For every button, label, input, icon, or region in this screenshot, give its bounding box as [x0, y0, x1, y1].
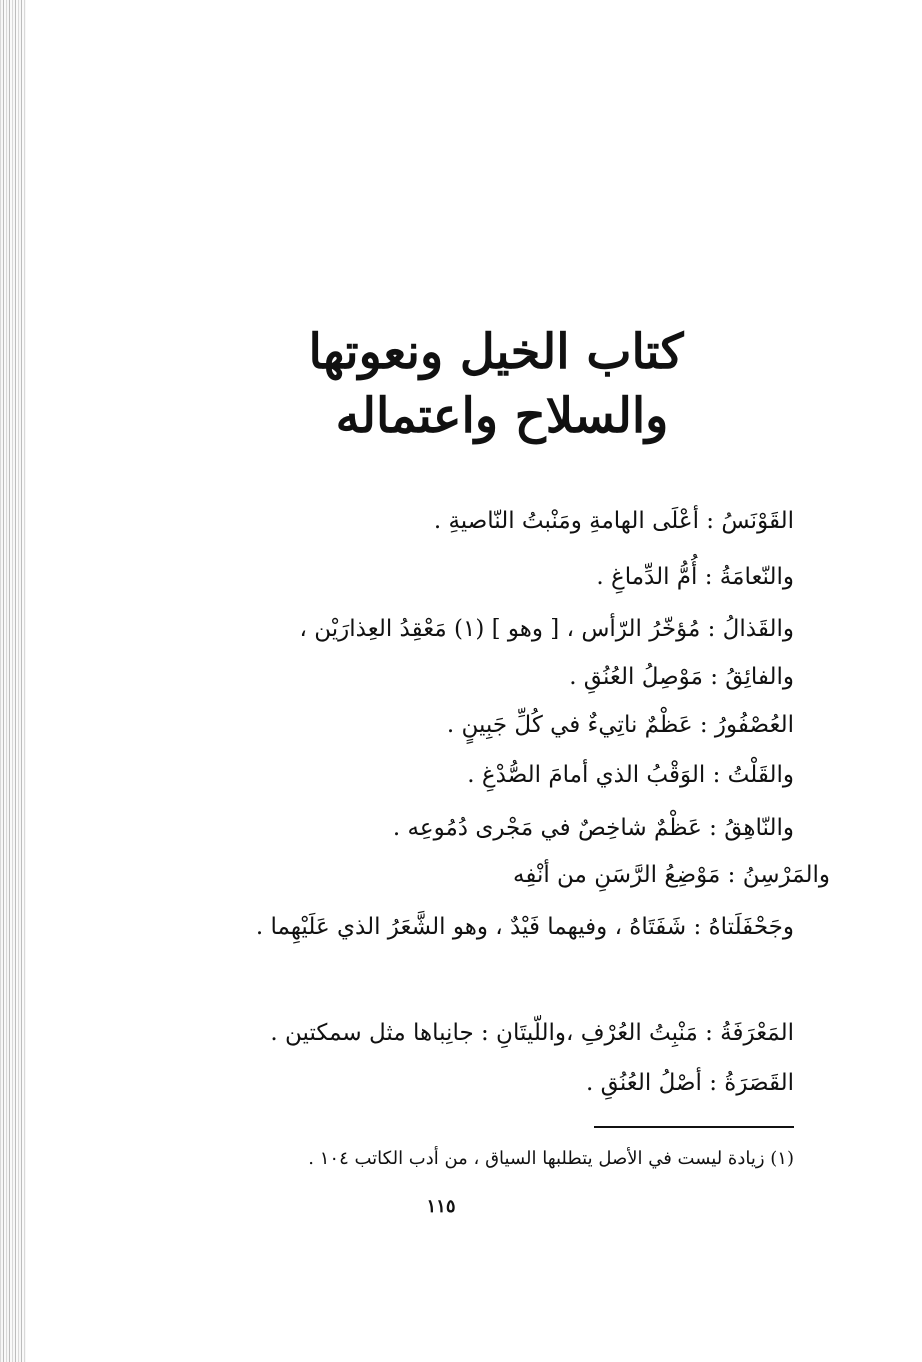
entry-jahfala: وجَحْفَلَتاهُ : شَفَتَاهُ ، وفيهما فَيْدٌ ، وهو الشَّعَرُ الذي عَلَيْهِما . — [255, 914, 794, 940]
chapter-title-line-1: كتاب الخيل ونعوتها — [308, 324, 684, 380]
entry-usfur: العُصْفُورُ : عَظْمٌ ناتِيءٌ في كُلِّ جَبِينٍ . — [446, 712, 794, 738]
entry-faiq: والفائِقُ : مَوْصِلُ العُنُقِ . — [569, 664, 794, 690]
entry-qalt: والقَلْتُ : الوَقْبُ الذي أمامَ الصُّدْغِ . — [467, 762, 794, 788]
entry-marsin: والمَرْسِنُ : مَوْضِعُ الرَّسَنِ من أنْفِه — [512, 862, 830, 888]
entry-qadhal: والقَذالُ : مُؤخّرُ الرّأس ، [ وهو ] (١) مَعْقِدُ العِذارَيْن ، — [299, 616, 794, 642]
entry-qasara: القَصَرَةُ : أصْلُ العُنُقِ . — [586, 1070, 794, 1096]
footnote-separator — [594, 1126, 794, 1128]
entry-qawnas: القَوْنَسُ : أعْلَى الهامةِ ومَنْبتُ النّاصيةِ . — [433, 508, 794, 534]
entry-nahiq: والنّاهِقُ : عَظْمٌ شاخِصٌ في مَجْرى دُمُوعِه . — [392, 815, 794, 841]
chapter-title-line-2: والسلاح واعتماله — [335, 388, 669, 444]
footnote: (١) زيادة ليست في الأصل يتطلبها السياق ، من أدب الكاتب ١٠٤ . — [308, 1148, 794, 1169]
entry-marafa: المَعْرَفَةُ : مَنْبِتُ العُرْفِ ،واللّيتَانِ : جانِباها مثل سمكتين . — [270, 1020, 794, 1046]
page-number: ١١٥ — [426, 1196, 456, 1217]
entry-naama: والنّعامَةُ : أُمُّ الدِّماغِ . — [596, 564, 794, 590]
